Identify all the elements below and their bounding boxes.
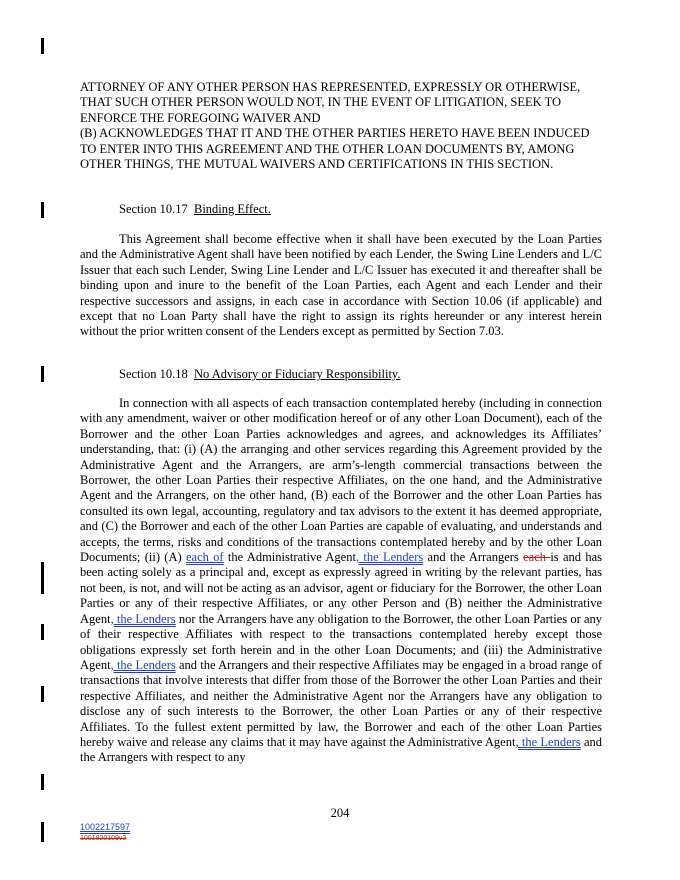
document-id-deleted: 1001820109v3 [80, 835, 127, 842]
inserted-text: , the Lenders [110, 611, 176, 626]
section-number: Section 10.17 [119, 202, 188, 216]
change-bar [41, 202, 44, 218]
change-bar [41, 822, 44, 842]
document-id: 1002217597 [80, 822, 131, 832]
binding-effect-paragraph: This Agreement shall become effective when it shall have been executed by the Loan Parties and the Administrative Agent shall have been notified by each Lender, the Swing Line Lenders and L/C Issuer that each such Lender, Swing Line Lender and L/C Issuer has executed it and thereafter shall be binding upon and inure to the benefit of the Loan Parties, each Agent and each Lender and their respective successors and assigns, in each case in accordance with Section 10.06 (if applicable) and except that no Loan Party shall have the right to assign its rights hereunder or any interest herein without the prior written consent of the Lenders except as permitted by Section 7.03. [80, 232, 602, 339]
section-number: Section 10.18 [119, 367, 188, 381]
deleted-text: each [523, 550, 551, 565]
text-run: In connection with all aspects of each transaction contemplated hereby (including in connection with any amendment, waiver or other modification hereof or of any other Loan Document), each of the Borrower and the other Loan Parties acknowledges and agrees, and acknowledges its Affiliates’ understanding, that: (i) (A) the arranging and other services regarding this Agreement provided by the Administrative Agent and the Arrangers, are arm’s-length commercial transactions between the Borrower, the other Loan Parties their respective Affiliates, on the one hand, and the Administrative Agent and the Arrangers, on the other hand, (B) each of the Borrower and the other Loan Parties has consulted its own legal, accounting, regulatory and tax advisors to the extent it has deemed appropriate, and (C) the Borrower and each of the other Loan Parties are capable of evaluating, and understands and accepts, the terms, risks and conditions of the transactions contemplated hereby and by the other Loan Documents; (ii) (A) [80, 396, 602, 565]
waiver-text-b: (B) ACKNOWLEDGES THAT IT AND THE OTHER PARTIES HERETO HAVE BEEN INDUCED TO ENTER INTO THIS AGREEMENT AND THE OTHER LOAN DOCUMENTS BY, AMONG OTHER THINGS, THE MUTUAL WAIVERS AND CERTIFICATIONS IN THIS SECTION. [80, 126, 590, 172]
section-title: No Advisory or Fiduciary Responsibility. [194, 367, 401, 381]
change-bar [41, 366, 44, 382]
change-bar [41, 686, 44, 702]
inserted-text: , the Lenders [515, 734, 581, 749]
change-bar [41, 38, 44, 54]
section-heading-10-17 [119, 202, 271, 217]
change-bar [41, 774, 44, 790]
text-run: and the Arrangers with respect to any [80, 734, 602, 765]
text-run: and the Arrangers [423, 550, 524, 565]
inserted-text: , the Lenders [110, 657, 176, 672]
change-bar [41, 562, 44, 594]
inserted-text: , the Lenders [355, 550, 424, 565]
waiver-paragraph [80, 80, 602, 172]
change-bar [41, 624, 44, 640]
section-title: Binding Effect. [194, 202, 271, 216]
text-run: the Administrative Agent [223, 550, 356, 565]
text-run: is and has been acting solely as a principal and, except as expressly agreed in writing by the relevant parties, has not been, is not, and will not be acting as an advisor, agent or fiduciary for the Borrower, the other Loan Parties or any of their respective Affiliates, or any other Person and (B) neither the Administrative Agent [80, 550, 602, 626]
text-run: nor the Arrangers have any obligation to the Borrower, the other Loan Parties or any of their respective Affiliates with respect to the transactions contemplated hereby except those obligations expressly set forth herein and in the other Loan Documents; and (iii) the Administrative Agent [80, 611, 602, 672]
page-number: 204 [330, 806, 350, 820]
waiver-text-a: ATTORNEY OF ANY OTHER PERSON HAS REPRESENTED, EXPRESSLY OR OTHERWISE, THAT SUCH OTHER PERSON WOULD NOT, IN THE EVENT OF LITIGATION, SEEK TO ENFORCE THE FOREGOING WAIVER AND [80, 80, 581, 125]
inserted-text: each of [185, 550, 224, 565]
advisory-paragraph [80, 396, 602, 766]
text-run: and the Arrangers and their respective Affiliates may be engaged in a broad range of transactions that involve interests that differ from those of the Borrower the other Loan Parties and their respective Affiliates, and neither the Administrative Agent nor the Arrangers have any obligation to disclose any of such interests to the Borrower, the other Loan Parties or any of their respective Affiliates. To the fullest extent permitted by law, the Borrower and each of the other Loan Parties hereby waive and release any claims that it may have against the Administrative Agent [80, 657, 602, 749]
section-heading-10-18 [119, 367, 400, 382]
